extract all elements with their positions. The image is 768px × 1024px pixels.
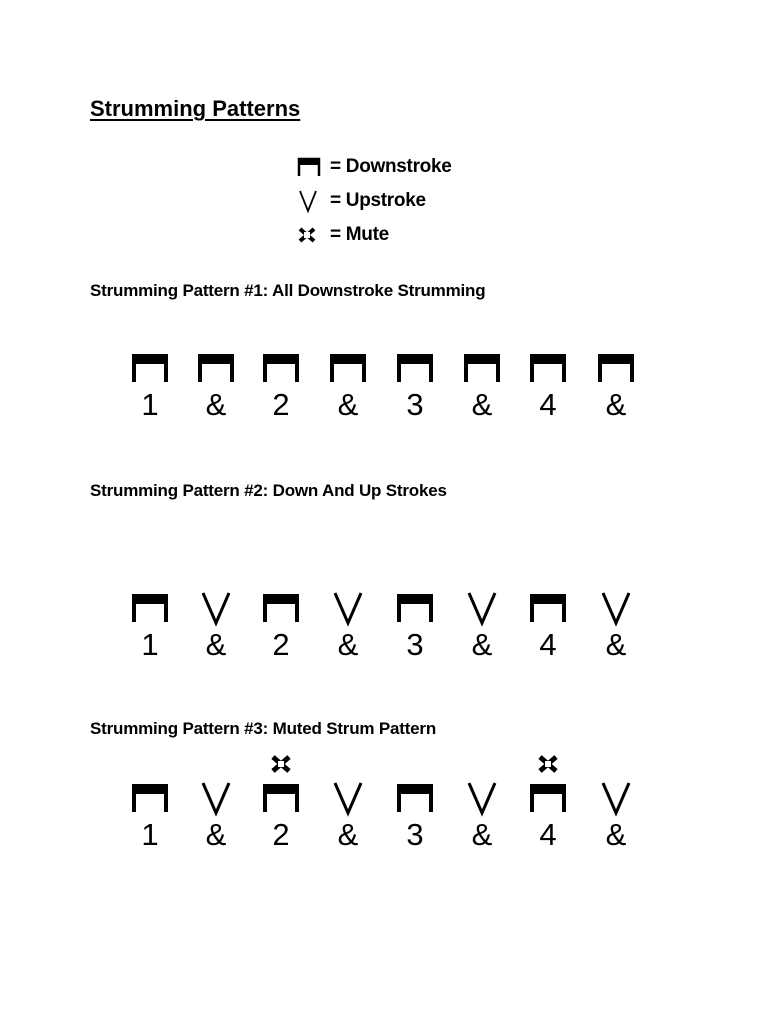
beat-count: 1: [141, 627, 159, 662]
upstroke-icon: [467, 782, 497, 814]
upstroke-icon: [298, 189, 322, 213]
beat-count: 2: [272, 627, 290, 662]
pattern-2-heading: Strumming Pattern #2: Down And Up Strokes: [90, 481, 447, 500]
beat-count: 4: [539, 387, 557, 422]
downstroke-icon: [132, 354, 168, 382]
downstroke-icon: [298, 155, 322, 179]
beat: [452, 756, 512, 876]
symbol-legend: [298, 150, 538, 252]
downstroke-icon: [132, 594, 168, 622]
beat: [120, 756, 180, 876]
downstroke-icon: [397, 784, 433, 812]
legend-mute: [298, 218, 538, 252]
beat-count: &: [471, 627, 493, 662]
beat: [120, 326, 180, 446]
mute-icon: [538, 756, 558, 772]
beat-count: 3: [406, 817, 424, 852]
page-title: Strumming Patterns: [90, 96, 301, 121]
beat-count: &: [471, 387, 493, 422]
downstroke-icon: [530, 594, 566, 622]
beat-count: &: [471, 817, 493, 852]
upstroke-icon: [333, 592, 363, 624]
upstroke-icon: [467, 592, 497, 624]
beat-count: 2: [272, 387, 290, 422]
beat-count: &: [337, 387, 359, 422]
downstroke-icon: [263, 354, 299, 382]
beat-count: 3: [406, 387, 424, 422]
downstroke-icon: [598, 354, 634, 382]
legend-downstroke-label: = Downstroke: [330, 156, 452, 177]
beat-count: &: [605, 817, 627, 852]
beat-count: &: [205, 817, 227, 852]
mute-icon: [298, 223, 322, 247]
downstroke-icon: [330, 354, 366, 382]
upstroke-icon: [333, 782, 363, 814]
downstroke-icon: [263, 594, 299, 622]
downstroke-icon: [530, 354, 566, 382]
beat-count: 3: [406, 627, 424, 662]
beat-count: &: [337, 627, 359, 662]
upstroke-icon: [601, 592, 631, 624]
beat: [251, 326, 311, 446]
beat-count: &: [605, 627, 627, 662]
downstroke-icon: [397, 354, 433, 382]
beat: [251, 566, 311, 686]
legend-upstroke: [298, 184, 538, 218]
legend-downstroke: [298, 150, 538, 184]
pattern-3: [0, 756, 768, 876]
downstroke-icon: [464, 354, 500, 382]
beat: [518, 566, 578, 686]
downstroke-icon: [198, 354, 234, 382]
beat: [518, 756, 578, 876]
pattern-3-heading: Strumming Pattern #3: Muted Strum Pattern: [90, 719, 437, 738]
beat: [452, 566, 512, 686]
beat: [251, 756, 311, 876]
beat: [452, 326, 512, 446]
beat-count: &: [205, 627, 227, 662]
beat-count: 4: [539, 627, 557, 662]
mute-icon: [271, 756, 291, 772]
beat: [586, 756, 646, 876]
beat: [186, 326, 246, 446]
legend-mute-label: = Mute: [330, 224, 389, 245]
beat: [318, 756, 378, 876]
beat: [186, 566, 246, 686]
upstroke-icon: [201, 592, 231, 624]
beat: [385, 566, 445, 686]
beat: [318, 566, 378, 686]
beat-count: 1: [141, 387, 159, 422]
beat-count: &: [205, 387, 227, 422]
beat: [120, 566, 180, 686]
beat-count: 4: [539, 817, 557, 852]
beat-count: &: [605, 387, 627, 422]
downstroke-icon: [263, 784, 299, 812]
beat: [586, 566, 646, 686]
beat-count: 2: [272, 817, 290, 852]
beat: [518, 326, 578, 446]
beat: [385, 756, 445, 876]
downstroke-icon: [530, 784, 566, 812]
upstroke-icon: [601, 782, 631, 814]
legend-upstroke-label: = Upstroke: [330, 190, 426, 211]
beat-count: 1: [141, 817, 159, 852]
downstroke-icon: [132, 784, 168, 812]
beat: [586, 326, 646, 446]
pattern-1-heading: Strumming Pattern #1: All Downstroke Strumming: [90, 281, 486, 300]
beat: [186, 756, 246, 876]
upstroke-icon: [201, 782, 231, 814]
beat-count: &: [337, 817, 359, 852]
pattern-1: [0, 326, 768, 446]
beat: [385, 326, 445, 446]
beat: [318, 326, 378, 446]
pattern-2: [0, 566, 768, 686]
downstroke-icon: [397, 594, 433, 622]
